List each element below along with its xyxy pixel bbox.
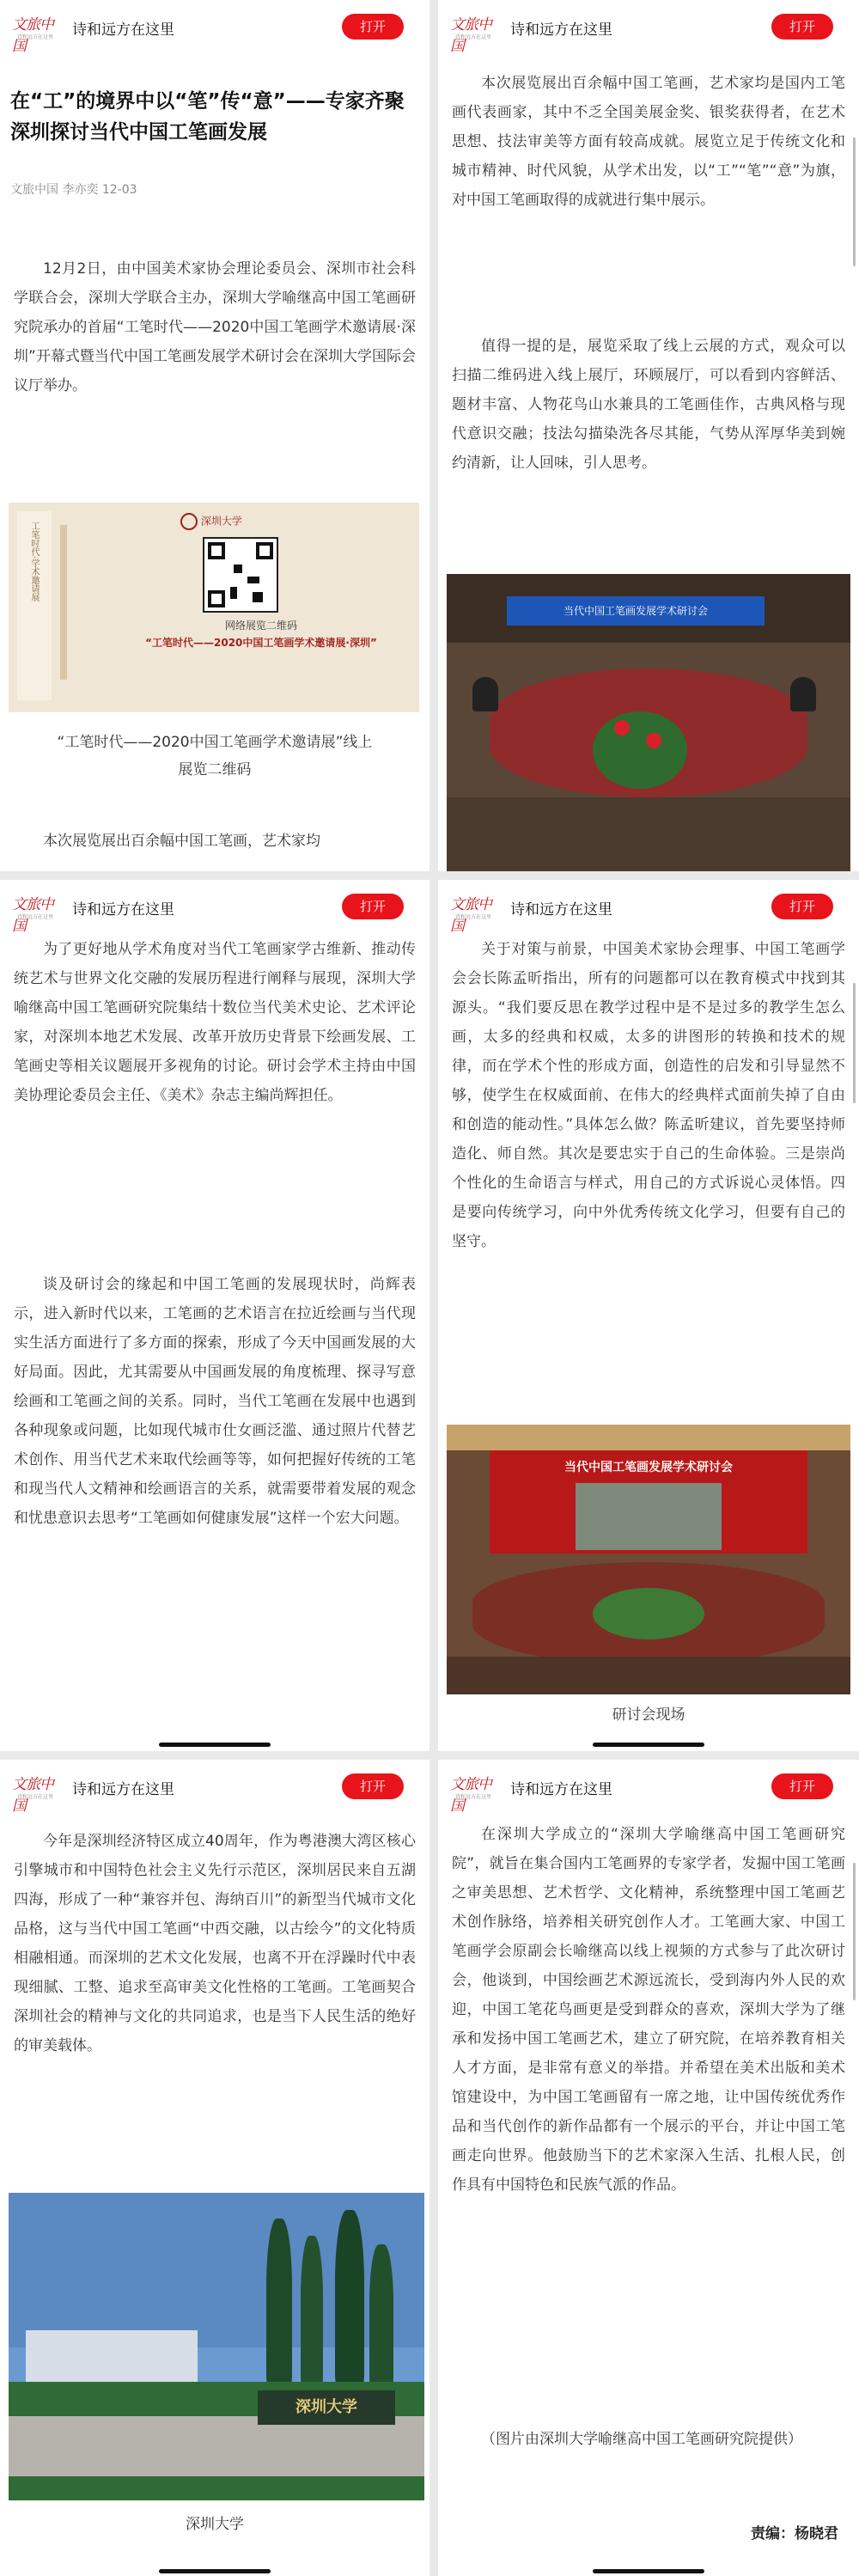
open-app-button[interactable]: 打开: [342, 894, 404, 919]
screenshot-panel-5: [0, 1760, 430, 2576]
screenshot-panel-2: [438, 0, 859, 871]
scrollbar[interactable]: [853, 1863, 856, 2000]
photo-credit: （图片由深圳大学喻继高中国工笔画研究院提供）: [481, 2431, 802, 2448]
app-header: [0, 0, 430, 55]
app-header: [438, 1760, 859, 1815]
app-header: [438, 0, 859, 55]
meeting-caption: 研讨会现场: [612, 1706, 685, 1724]
open-app-button[interactable]: 打开: [771, 1773, 833, 1799]
video-screen: [576, 1483, 722, 1550]
open-app-button[interactable]: 打开: [771, 894, 833, 919]
app-name: 诗和远方在这里: [510, 21, 612, 39]
meeting-photo: [447, 1425, 850, 1694]
scrollbar[interactable]: [853, 983, 856, 1103]
qr-exhibit-name: “工笔时代——2020中国工笔画学术邀请展·深圳”: [145, 637, 377, 649]
screen-banner: 当代中国工笔画发展学术研讨会: [507, 596, 765, 626]
home-indicator: [593, 2569, 704, 2573]
artwork-strip: 工笔时代·学术邀请展: [17, 511, 52, 700]
campus-caption: 深圳大学: [186, 2516, 244, 2533]
app-logo: 文旅中国 诗和远方在这里: [450, 16, 492, 55]
campus-sign: 深圳大学: [258, 2390, 395, 2425]
paragraph-4: 为了更好地从学术角度对当代工笔画家学古维新、推动传统艺术与世界文化交融的发展历程进行阐释与展现，深圳大学喻继高中国工笔画研究院集结十数位当代美术史论、艺术评论家，对深圳本地艺术发展、改革开放历史背景下绘画发展、工笔画史等相关议题展开多视角的讨论。研讨会学术主持由中国美协理论委员会主任、《美术》杂志主编尚辉担任。: [14, 941, 416, 1104]
paragraph-3: 值得一提的是，展览采取了线上云展的方式，观众可以扫描二维码进入线上展厅，环顾展厅，可以看到内容鲜活、题材丰富、人物花鸟山水兼具的工笔画佳作，古典风格与现代意识交融；技法勾描染洗各尽其能，气势从浑厚华美到婉约清新，让人回味，引人思考。: [452, 338, 845, 472]
screenshot-panel-6: [438, 1760, 859, 2576]
article-byline: 文旅中国 李亦奕 12-03: [10, 183, 137, 197]
paragraph-2-fragment: 本次展览展出百余幅中国工笔画，艺术家均: [43, 833, 320, 850]
app-header: [438, 880, 859, 935]
app-header: [0, 1760, 430, 1815]
home-indicator: [593, 1743, 704, 1747]
open-app-button[interactable]: 打开: [771, 14, 833, 40]
screenshot-panel-1: [0, 0, 430, 871]
paragraph-2: 本次展览展出百余幅中国工笔画，艺术家均是国内工笔画代表画家，其中不乏全国美展金奖、银奖获得者，在艺术思想、技法审美等方面有较高成就。展览立足于传统文化和城市精神、时代风貌，从学术出发，以“工”“笔”“意”为旗，对中国工笔画取得的成就进行集中展示。: [452, 75, 845, 209]
qr-code[interactable]: [203, 537, 278, 613]
open-app-button[interactable]: 打开: [342, 14, 404, 40]
app-name: 诗和远方在这里: [72, 901, 174, 919]
meeting-banner: 当代中国工笔画发展学术研讨会: [507, 1457, 790, 1478]
paragraph-1: 12月2日，由中国美术家协会理论委员会、深圳市社会科学联合会，深圳大学联合主办，深圳大学喻继高中国工笔画研究院承办的首届“工笔时代——2020中国工笔画学术邀请展·深圳”开幕式暨当代中国工笔画发展学术研讨会在深圳大学国际会议厅举办。: [14, 260, 416, 394]
paragraph-6: 关于对策与前景，中国美术家协会理事、中国工笔画学会会长陈孟昕指出，所有的问题都可以在教育模式中找到其源头。“我们要反思在教学过程中是不是过多的教学生怎么画，太多的经典和权威，太多的讲图形的转换和技术的规律，而在学术个性的形成方面，创造性的启发和引导显然不够，使学生在权威面前、在伟大的经典样式面前失掉了自由和创造的能动性。”具体怎么做？陈孟昕建议，首先要坚持师造化、师自然。其次是要忠实于自己的生命体验。三是崇尚个性化的生命语言与样式，用自己的方式诉说心灵体悟。四是要向传统学习，向中外优秀传统文化学习，但要有自己的坚守。: [452, 941, 845, 1250]
app-name: 诗和远方在这里: [72, 1781, 174, 1798]
article-title: 在“工”的境界中以“笔”传“意”——专家齐聚深圳探讨当代中国工笔画发展: [10, 90, 405, 143]
school-emblem: 深圳大学: [180, 513, 242, 530]
editor-credit: 责编：杨晓君: [751, 2525, 838, 2542]
screenshot-panel-4: [438, 880, 859, 1751]
app-header: [0, 880, 430, 935]
open-app-button[interactable]: 打开: [342, 1773, 404, 1799]
symposium-photo: [447, 574, 850, 871]
campus-photo: [9, 2193, 424, 2500]
home-indicator: [159, 2569, 271, 2573]
scrollbar[interactable]: [853, 137, 856, 266]
app-name: 诗和远方在这里: [510, 901, 612, 919]
app-logo: 文旅中国 诗和远方在这里: [12, 1776, 54, 1815]
app-logo: 文旅中国 诗和远方在这里: [12, 896, 54, 935]
screenshot-panel-3: [0, 880, 430, 1751]
paragraph-7: 今年是深圳经济特区成立40周年，作为粤港澳大湾区核心引擎城市和中国特色社会主义先行示范区，深圳居民来自五湖四海，形成了一种“兼容并包、海纳百川”的新型当代城市文化品格，这与当代中国工笔画“中西交融，以古绘今”的文化特质相融相通。而深圳的艺术文化发展，也离不开在浮躁时代中表现细腻、工整、追求至高审美文化性格的工笔画。工笔画契合深圳社会的精神与文化的共同追求，也是当下人民生活的绝好的审美载体。: [14, 1833, 416, 2054]
app-name: 诗和远方在这里: [72, 21, 174, 39]
qr-caption-line-2: 展览二维码: [178, 761, 252, 778]
qr-code-image: [9, 503, 419, 712]
app-logo: 文旅中国 诗和远方在这里: [450, 896, 492, 935]
app-logo: 文旅中国 诗和远方在这里: [12, 16, 54, 55]
paragraph-5: 谈及研讨会的缘起和中国工笔画的发展现状时，尚辉表示，进入新时代以来，工笔画的艺术语言在拉近绘画与当代现实生活方面进行了多方面的探索，形成了今天中国画发展的大好局面。因此，尤其需要从中国画发展的角度梳理、探寻写意绘画和工笔画之间的关系。同时，当代工笔画在发展中也遇到各种现象或问题，比如现代城市仕女画泛滥、通过照片代替艺术创作、用当代艺术来取代绘画等等，如何把握好传统的工笔和现当代人文精神和绘画语言的关系，就需要带着发展的观念和忧患意识去思考“工笔画如何健康发展”这样一个宏大问题。: [14, 1276, 416, 1527]
app-logo: 文旅中国 诗和远方在这里: [450, 1776, 492, 1815]
app-name: 诗和远方在这里: [510, 1781, 612, 1798]
paragraph-8: 在深圳大学成立的“深圳大学喻继高中国工笔画研究院”，就旨在集合国内工笔画界的专家学者，发掘中国工笔画之审美思想、艺术哲学、文化精神，系统整理中国工笔画艺术创作脉络，培养相关研究创作人才。工笔画大家、中国工笔画学会原副会长喻继高以线上视频的方式参与了此次研讨会，他谈到，中国绘画艺术源远流长，受到海内外人民的欢迎，中国工笔花鸟画更是受到群众的喜欢，深圳大学为了继承和发扬中国工笔画艺术，建立了研究院，在培养教育相关人才方面，是非常有意义的举措。并希望在美术出版和美术馆建设中，为中国工笔画留有一席之地，让中国传统优秀作品和当代创作的新作品都有一个展示的平台，并让中国工笔画走向世界。他鼓励当下的艺术家深入生活、扎根人民，创作具有中国特色和民族气派的作品。: [452, 1826, 845, 2194]
home-indicator: [159, 1743, 271, 1747]
qr-caption-line-1: “工笔时代——2020中国工笔画学术邀请展”线上: [57, 734, 373, 751]
qr-hint: 网络展览二维码: [224, 620, 297, 632]
